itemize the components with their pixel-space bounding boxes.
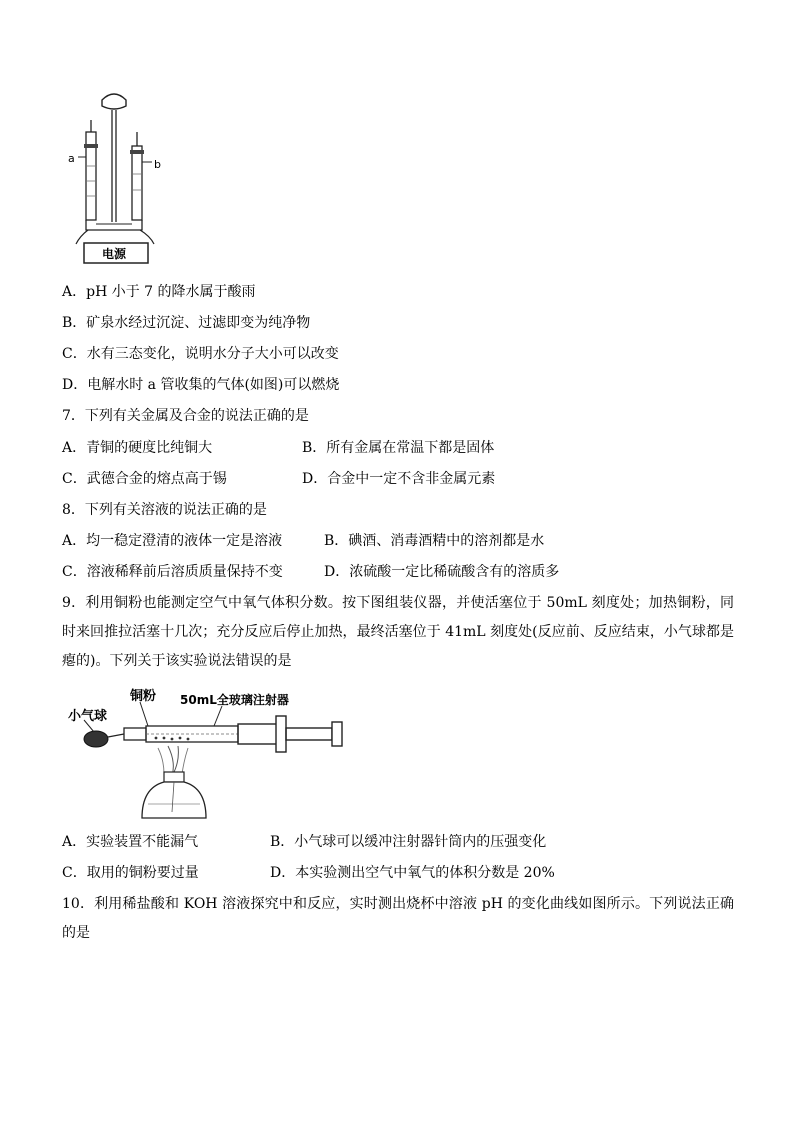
q7-stem: 7．下列有关金属及合金的说法正确的是 — [62, 408, 309, 424]
q10-stem: 10．利用稀盐酸和 KOH 溶液探究中和反应，实时测出烧杯中溶液 pH 的变化曲线如图所示。下列说法正确的是 — [62, 896, 734, 941]
q9-option-d: D．本实验测出空气中氧气的体积分数是 20% — [270, 865, 555, 881]
power-supply-label: 电源 — [102, 247, 127, 261]
q9-stem: 9．利用铜粉也能测定空气中氧气体积分数。按下图组装仪器，并使活塞位于 50mL 刻度处；加热铜粉，同时来回推拉活塞十几次；充分反应后停止加热，最终活塞位于 41mL 刻度处(反应前、反应结束，小气球都是瘪的)。下列关于该实验说法错误的是 — [62, 595, 734, 669]
q8-option-c: C．溶液稀释前后溶质质量保持不变 — [62, 564, 283, 580]
copper-powder-label: 铜粉 — [130, 689, 157, 704]
electrolysis-figure — [66, 86, 176, 268]
q7-option-a: A．青铜的硬度比纯铜大 — [62, 440, 213, 456]
syringe-apparatus-drawing — [64, 688, 364, 824]
syringe-label: 50mL全玻璃注射器 — [180, 693, 289, 707]
q7-option-b: B．所有金属在常温下都是固体 — [302, 440, 495, 456]
electrolysis-apparatus-drawing — [66, 86, 176, 268]
syringe-figure — [64, 688, 364, 824]
q9-option-a: A．实验装置不能漏气 — [62, 834, 199, 850]
q7-option-c: C．武德合金的熔点高于锡 — [62, 471, 227, 487]
q6-option-d: D．电解水时 a 管收集的气体(如图)可以燃烧 — [62, 377, 340, 393]
q7-option-d: D．合金中一定不含非金属元素 — [302, 471, 496, 487]
q9-option-c: C．取用的铜粉要过量 — [62, 865, 199, 881]
tube-b-label: b — [154, 158, 161, 171]
q8-option-b: B．碘酒、消毒酒精中的溶剂都是水 — [324, 533, 545, 549]
q8-option-d: D．浓硫酸一定比稀硫酸含有的溶质多 — [324, 564, 560, 580]
q6-option-a: A．pH 小于 7 的降水属于酸雨 — [62, 284, 256, 300]
balloon-label: 小气球 — [68, 709, 108, 724]
q9-option-b: B．小气球可以缓冲注射器针筒内的压强变化 — [270, 834, 547, 850]
q6-option-c: C．水有三态变化，说明水分子大小可以改变 — [62, 346, 339, 362]
q8-option-a: A．均一稳定澄清的液体一定是溶液 — [62, 533, 283, 549]
q8-stem: 8．下列有关溶液的说法正确的是 — [62, 502, 267, 518]
q6-option-b: B．矿泉水经过沉淀、过滤即变为纯净物 — [62, 315, 311, 331]
tube-a-label: a — [68, 152, 75, 165]
